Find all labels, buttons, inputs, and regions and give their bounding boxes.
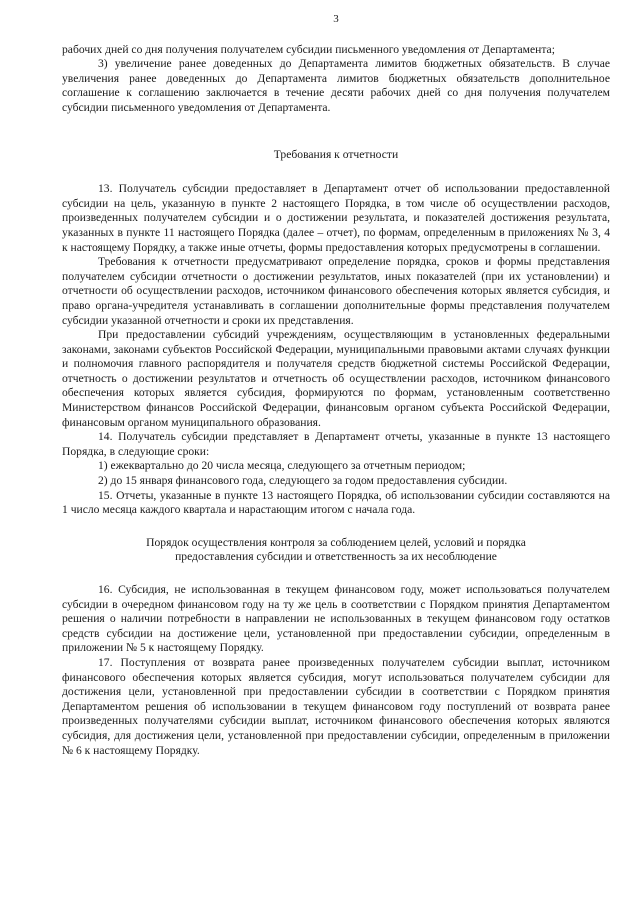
- paragraph-14: 14. Получатель субсидии представляет в Департамент отчеты, указанные в пункте 13 настоящего Порядка, в следующие сроки:: [62, 430, 610, 458]
- document-page: [62, 12, 610, 758]
- paragraph-institutions: При предоставлении субсидий учреждениям, осуществляющим в установленных федеральными законами, законами субъектов Российской Федерации, муниципальными правовыми актами случаях функции и полномочия главного распорядителя и получателя средств бюджетной системы Российской Федерации, отчетность о достижении результатов и отчетность об осуществлении расходов, источником финансового обеспечения которых является субсидия, формируются по формам, установленным соответственно Министерством финансов Российской Федерации, финансовым органом субъекта Российской Федерации, финансовым органом муниципального образования.: [62, 328, 610, 429]
- paragraph-14-item-1: 1) ежеквартально до 20 числа месяца, следующего за отчетным периодом;: [98, 459, 466, 473]
- paragraph-14-item-2: 2) до 15 января финансового года, следующего за годом предоставления субсидии.: [98, 474, 508, 488]
- paragraph-item-3: 3) увеличение ранее доведенных до Департамента лимитов бюджетных обязательств. В случае увеличения ранее доведенных до Департамента лимитов бюджетных обязательств дополнительное соглашение к соглашению заключается в течение десяти рабочих дней со дня получения получателем субсидии письменного уведомления от Департамента.: [62, 57, 610, 114]
- paragraph-reporting-requirements: Требования к отчетности предусматривают определение порядка, сроков и формы представления получателем субсидии отчетности о достижении результатов, иных показателей (при их установлении) и отчетности об осуществлении расходов, источником финансового обеспечения которых является субсидия, и право органа-учредителя устанавливать в соглашении дополнительные формы представления получателем субсидии указанной отчетности и сроки их представления.: [62, 255, 610, 327]
- paragraph-16: 16. Субсидия, не использованная в текущем финансовом году, может использоваться получателем субсидии в очередном финансовом году на ту же цель в соответствии с Порядком принятия Департаментом решения о наличии потребности в направлении не использованных в текущем финансовом году остатков средств субсидии на достижение цели, установленной при предоставлении субсидии, определенным в приложении № 5 к настоящему Порядку.: [62, 583, 610, 655]
- paragraph-continuation: рабочих дней со дня получения получателем субсидии письменного уведомления от Департамента;: [62, 42, 555, 56]
- paragraph-13: 13. Получатель субсидии предоставляет в Департамент отчет об использовании предоставленной субсидии на цель, указанную в пункте 2 настоящего Порядка, в том числе об осуществлении расходов, произведенных получателем субсидии и о достижении результата, и показателей достижения результата, указанных в пункте 11 настоящего Порядка (далее – отчет), по формам, определенным в приложениях № 3, 4 к настоящему Порядку, а также иные отчеты, формы предоставления которых предусмотрены в соглашении.: [62, 182, 610, 254]
- page-number: 3: [333, 13, 339, 25]
- paragraph-17: 17. Поступления от возврата ранее произведенных получателем субсидии выплат, источником финансового обеспечения которых является субсидия, могут использоваться получателем субсидии для достижения цели, установленной при предоставлении субсидии в соответствии с Порядком принятия Департаментом решения об использовании в текущем финансовом году поступлений от возврата ранее произведенных получателями субсидии выплат, источником финансового обеспечения которых являются субсидия, для достижения цели, установленной при предоставлении субсидии, определенным в приложении № 6 к настоящему Порядку.: [62, 655, 610, 757]
- section-heading-control: Порядок осуществления контроля за соблюдением целей, условий и порядка предоставления субсидии и ответственность за их несоблюдение: [146, 535, 526, 564]
- section-heading-reporting: Требования к отчетности: [273, 147, 399, 161]
- paragraph-15: 15. Отчеты, указанные в пункте 13 настоящего Порядка, об использовании субсидии составляются на 1 число месяца каждого квартала и нарастающим итогом с начала года.: [62, 488, 610, 517]
